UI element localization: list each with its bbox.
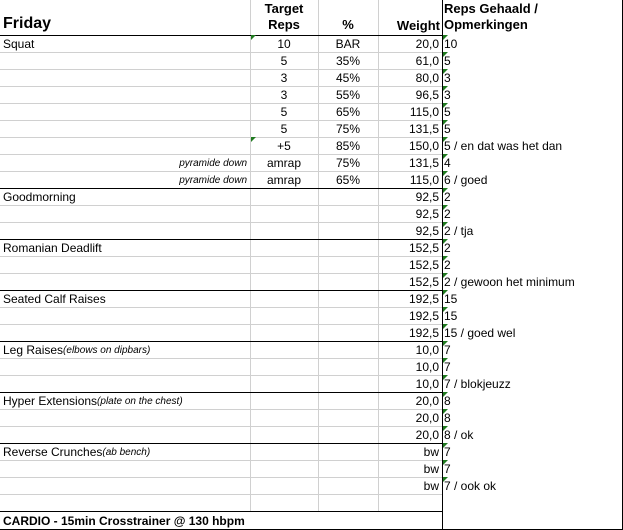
header-percent: % bbox=[342, 17, 354, 32]
comment-marker-icon bbox=[443, 86, 448, 91]
target-reps-cell: +5 bbox=[277, 139, 291, 153]
comment-marker-icon bbox=[443, 120, 448, 125]
weight-cell: 20,0 bbox=[415, 394, 439, 408]
weight-cell: 61,0 bbox=[415, 54, 439, 68]
comment-marker-icon bbox=[443, 324, 448, 329]
reps-done-cell: 15 bbox=[444, 309, 458, 323]
weight-cell: 92,5 bbox=[415, 224, 439, 238]
comment-marker-icon bbox=[443, 222, 448, 227]
comment-marker-icon bbox=[443, 290, 448, 295]
weight-cell: 152,5 bbox=[408, 241, 439, 255]
weight-cell: 10,0 bbox=[415, 377, 439, 391]
comment-marker-icon bbox=[443, 392, 448, 397]
weight-cell: 192,5 bbox=[408, 309, 439, 323]
reps-done-cell: 10 bbox=[444, 37, 458, 51]
weight-cell: 80,0 bbox=[415, 71, 439, 85]
header-day: Friday bbox=[3, 15, 52, 32]
percent-cell: 65% bbox=[335, 105, 361, 119]
comment-marker-icon bbox=[443, 426, 448, 431]
comment-marker-icon bbox=[443, 188, 448, 193]
weight-cell: 150,0 bbox=[408, 139, 439, 153]
reps-done-cell: 7 / blokjeuzz bbox=[444, 377, 511, 391]
target-reps-cell: amrap bbox=[266, 173, 301, 187]
reps-done-cell: 5 bbox=[444, 105, 451, 119]
reps-done-cell: 5 / en dat was het dan bbox=[444, 139, 563, 153]
percent-cell: BAR bbox=[335, 37, 361, 51]
target-reps-cell: 3 bbox=[280, 88, 288, 102]
comment-marker-icon bbox=[443, 154, 448, 159]
weight-cell: bw bbox=[423, 445, 439, 459]
exercise-label: Romanian Deadlift bbox=[3, 241, 102, 255]
row-note: pyramide down bbox=[179, 175, 247, 186]
weight-cell: 10,0 bbox=[415, 343, 439, 357]
comment-marker-icon bbox=[443, 273, 448, 278]
comment-marker-icon bbox=[443, 477, 448, 482]
percent-cell: 35% bbox=[335, 54, 361, 68]
exercise-label: Hyper Extensions bbox=[3, 394, 98, 408]
target-reps-cell: 10 bbox=[277, 37, 291, 51]
weight-cell: 115,0 bbox=[409, 105, 439, 119]
reps-done-cell: 2 bbox=[444, 241, 451, 255]
comment-marker-icon bbox=[251, 35, 256, 40]
comment-marker-icon bbox=[443, 341, 448, 346]
percent-cell: 65% bbox=[335, 173, 361, 187]
reps-done-cell: 4 bbox=[444, 156, 451, 170]
percent-cell: 85% bbox=[335, 139, 361, 153]
target-reps-cell: 3 bbox=[280, 71, 288, 85]
reps-done-cell: 6 / goed bbox=[444, 173, 488, 187]
target-reps-cell: 5 bbox=[280, 122, 288, 136]
reps-done-cell: 3 bbox=[444, 71, 451, 85]
exercise-label: Seated Calf Raises bbox=[3, 292, 106, 306]
comment-marker-icon bbox=[251, 137, 256, 142]
comment-marker-icon bbox=[443, 137, 448, 142]
reps-done-cell: 3 bbox=[444, 88, 451, 102]
reps-done-cell: 7 bbox=[444, 445, 451, 459]
percent-cell: 55% bbox=[335, 88, 361, 102]
weight-cell: 20,0 bbox=[415, 411, 439, 425]
reps-done-cell: 5 bbox=[444, 54, 451, 68]
weight-cell: 152,5 bbox=[408, 258, 439, 272]
weight-cell: 20,0 bbox=[415, 428, 439, 442]
weight-cell: bw bbox=[423, 462, 439, 476]
exercise-label: Squat bbox=[3, 37, 35, 51]
reps-done-cell: 2 / tja bbox=[444, 224, 474, 238]
reps-done-cell: 15 bbox=[444, 292, 458, 306]
header-target-reps-1: Target bbox=[264, 1, 304, 16]
reps-done-cell: 8 bbox=[444, 411, 451, 425]
weight-cell: 96,5 bbox=[415, 88, 439, 102]
exercise-note: (elbows on dipbars) bbox=[63, 345, 151, 356]
exercise-label: Reverse Crunches bbox=[3, 445, 103, 459]
header-target-reps-2: Reps bbox=[268, 17, 300, 32]
comment-marker-icon bbox=[443, 307, 448, 312]
reps-done-cell: 15 / goed wel bbox=[444, 326, 516, 340]
weight-cell: 92,5 bbox=[415, 190, 439, 204]
weight-cell: 131,5 bbox=[408, 156, 439, 170]
comment-marker-icon bbox=[443, 35, 448, 40]
reps-done-cell: 8 bbox=[444, 394, 451, 408]
reps-done-cell: 2 bbox=[444, 207, 451, 221]
exercise-note: (ab bench) bbox=[102, 447, 151, 458]
target-reps-cell: 5 bbox=[280, 105, 288, 119]
header-notes-1: Reps Gehaald / bbox=[444, 1, 538, 16]
weight-cell: 192,5 bbox=[408, 326, 439, 340]
reps-done-cell: 8 / ok bbox=[444, 428, 474, 442]
comment-marker-icon bbox=[443, 256, 448, 261]
header-weight: Weight bbox=[396, 18, 440, 33]
reps-done-cell: 7 / ook ok bbox=[444, 479, 497, 493]
percent-cell: 75% bbox=[335, 122, 361, 136]
weight-cell: 20,0 bbox=[415, 37, 439, 51]
percent-cell: 45% bbox=[335, 71, 361, 85]
reps-done-cell: 7 bbox=[444, 343, 451, 357]
header-notes-2: Opmerkingen bbox=[444, 17, 528, 32]
reps-done-cell: 2 bbox=[444, 258, 451, 272]
target-reps-cell: 5 bbox=[280, 54, 288, 68]
comment-marker-icon bbox=[443, 103, 448, 108]
reps-done-cell: 2 bbox=[444, 190, 451, 204]
percent-cell: 75% bbox=[335, 156, 361, 170]
weight-cell: 10,0 bbox=[415, 360, 439, 374]
exercise-note: (plate on the chest) bbox=[97, 396, 183, 407]
weight-cell: 131,5 bbox=[408, 122, 439, 136]
comment-marker-icon bbox=[443, 358, 448, 363]
comment-marker-icon bbox=[443, 69, 448, 74]
exercise-label: Leg Raises bbox=[3, 343, 64, 357]
reps-done-cell: 7 bbox=[444, 360, 451, 374]
row-note: pyramide down bbox=[179, 158, 247, 169]
comment-marker-icon bbox=[443, 409, 448, 414]
comment-marker-icon bbox=[443, 375, 448, 380]
comment-marker-icon bbox=[443, 171, 448, 176]
weight-cell: 152,5 bbox=[408, 275, 439, 289]
reps-done-cell: 5 bbox=[444, 122, 451, 136]
comment-marker-icon bbox=[443, 239, 448, 244]
exercise-label: Goodmorning bbox=[3, 190, 76, 204]
weight-cell: 115,0 bbox=[409, 173, 439, 187]
cardio-footer: CARDIO - 15min Crosstrainer @ 130 hbpm bbox=[3, 514, 245, 528]
weight-cell: 192,5 bbox=[408, 292, 439, 306]
weight-cell: 92,5 bbox=[415, 207, 439, 221]
comment-marker-icon bbox=[443, 443, 448, 448]
reps-done-cell: 7 bbox=[444, 462, 451, 476]
weight-cell: bw bbox=[423, 479, 439, 493]
comment-marker-icon bbox=[443, 460, 448, 465]
target-reps-cell: amrap bbox=[266, 156, 301, 170]
comment-marker-icon bbox=[443, 205, 448, 210]
reps-done-cell: 2 / gewoon het minimum bbox=[444, 275, 575, 289]
comment-marker-icon bbox=[443, 52, 448, 57]
